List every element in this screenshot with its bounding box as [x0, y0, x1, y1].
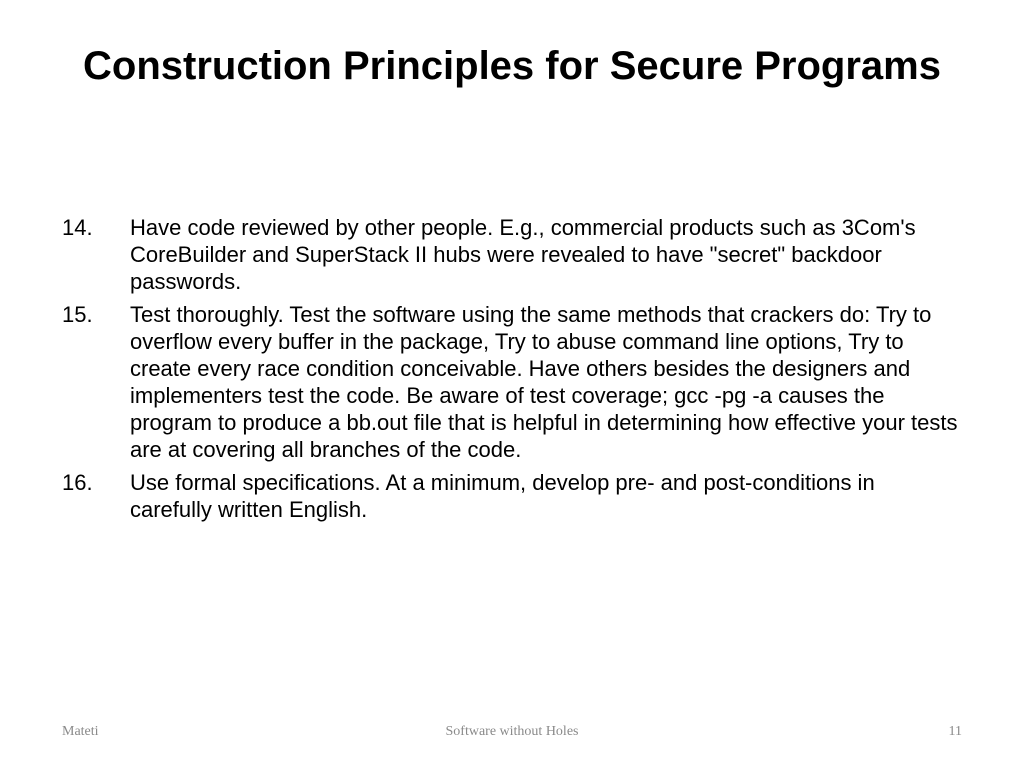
footer-course-title: Software without Holes — [445, 724, 579, 739]
list-item — [62, 301, 962, 463]
footer-page-number: 11 — [948, 724, 962, 739]
item-number: 14. — [62, 215, 93, 240]
list-item — [62, 214, 962, 295]
item-text: Have code reviewed by other people. E.g., commercial products such as 3Com's CoreBuilder and SuperStack II hubs were revealed to have "secret" backdoor passwords. — [130, 215, 916, 294]
item-number: 15. — [62, 302, 93, 327]
item-text: Test thoroughly. Test the software using the same methods that crackers do: Try to overflow every buffer in the package, Try to abuse command line options, Try to create every race condition conceivable. Have others besides the designers and implementers test the code. Be aware of test coverage; gcc -pg -a causes the program to produce a bb.out file that is helpful in determining how effective your tests are at covering all branches of the code. — [130, 302, 958, 462]
principles-list — [62, 214, 962, 529]
slide-title: Construction Principles for Secure Programs — [83, 44, 941, 88]
item-number: 16. — [62, 470, 93, 495]
footer-author: Mateti — [62, 724, 99, 739]
item-text: Use formal specifications. At a minimum, develop pre- and post-conditions in carefully written English. — [130, 470, 875, 522]
list-item — [62, 469, 962, 523]
